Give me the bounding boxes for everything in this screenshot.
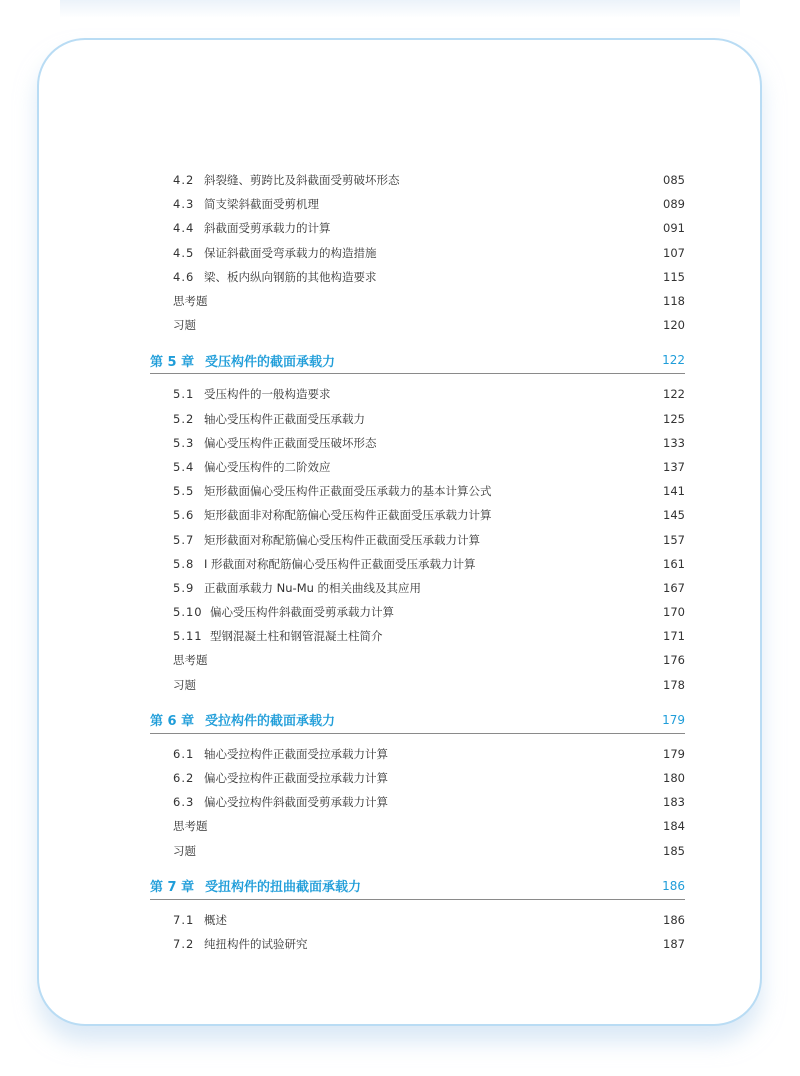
page-number: 161 — [663, 556, 685, 571]
page-number: 137 — [663, 459, 685, 474]
toc-entry[interactable] — [150, 216, 685, 240]
section-number: 4.6 — [173, 269, 195, 284]
page-number: 107 — [663, 245, 685, 260]
page-number: 157 — [663, 532, 685, 547]
section-title: 型钢混凝土柱和钢管混凝土柱简介 — [210, 629, 383, 644]
page-number: 133 — [663, 435, 685, 450]
page-number: 141 — [663, 484, 685, 499]
page-number: 167 — [663, 580, 685, 595]
toc-entry[interactable] — [150, 932, 685, 956]
chapter-number: 第 5 章 — [150, 354, 195, 370]
section-number: 5.11 — [173, 629, 203, 644]
page-number: 085 — [663, 173, 685, 188]
section-number: 5.3 — [173, 435, 195, 450]
section-title: 思考题 — [173, 294, 208, 309]
section-title: 思考题 — [173, 653, 208, 668]
toc-entry-exercises[interactable] — [150, 673, 685, 697]
toc-entry[interactable] — [150, 908, 685, 932]
page-number: 089 — [663, 197, 685, 212]
table-of-contents — [150, 168, 685, 956]
section-title: 矩形截面非对称配筋偏心受压构件正截面受压承载力计算 — [204, 508, 492, 523]
toc-entry-exercises[interactable] — [150, 839, 685, 863]
section-number: 5.4 — [173, 459, 195, 474]
chapter-heading[interactable] — [150, 347, 685, 374]
chapter-number: 第 6 章 — [150, 714, 195, 730]
toc-entry[interactable] — [150, 241, 685, 265]
section-number: 6.1 — [173, 746, 195, 761]
page-number: 091 — [663, 221, 685, 236]
toc-entry-exercises[interactable] — [150, 289, 685, 313]
section-number: 4.4 — [173, 221, 195, 236]
chapter-page-number: 186 — [662, 878, 685, 893]
section-number: 7.1 — [173, 912, 195, 927]
section-title: 概述 — [204, 912, 227, 927]
chapter-title: 受扭构件的扭曲截面承载力 — [205, 880, 362, 896]
section-title: 偏心受压构件正截面受压破坏形态 — [204, 435, 377, 450]
section-title: 轴心受压构件正截面受压承载力 — [204, 411, 365, 426]
toc-entry[interactable] — [150, 790, 685, 814]
toc-entry[interactable] — [150, 527, 685, 551]
toc-entry[interactable] — [150, 431, 685, 455]
toc-entry[interactable] — [150, 192, 685, 216]
chapter-number: 第 7 章 — [150, 880, 195, 896]
toc-entry[interactable] — [150, 503, 685, 527]
section-number: 7.2 — [173, 936, 195, 951]
page-number: 171 — [663, 629, 685, 644]
section-title: 简支梁斜截面受剪机理 — [204, 197, 319, 212]
section-title: 保证斜截面受弯承载力的构造措施 — [204, 245, 377, 260]
toc-entry[interactable] — [150, 624, 685, 648]
section-number: 5.1 — [173, 387, 195, 402]
toc-entry[interactable] — [150, 576, 685, 600]
page-number: 186 — [663, 912, 685, 927]
section-number: 5.5 — [173, 484, 195, 499]
toc-entry[interactable] — [150, 766, 685, 790]
toc-entry[interactable] — [150, 600, 685, 624]
section-number: 4.3 — [173, 197, 195, 212]
page-number: 115 — [663, 269, 685, 284]
section-title: 矩形截面偏心受压构件正截面受压承载力的基本计算公式 — [204, 484, 492, 499]
page-number: 184 — [663, 819, 685, 834]
section-title: I 形截面对称配筋偏心受压构件正截面受压承载力计算 — [204, 556, 476, 571]
page-number: 183 — [663, 795, 685, 810]
section-title: 矩形截面对称配筋偏心受压构件正截面受压承载力计算 — [204, 532, 480, 547]
section-number: 6.2 — [173, 771, 195, 786]
page-number: 170 — [663, 605, 685, 620]
toc-entry-exercises[interactable] — [150, 313, 685, 337]
section-title: 正截面承载力 Nu-Mu 的相关曲线及其应用 — [204, 580, 422, 595]
section-title: 纯扭构件的试验研究 — [204, 936, 308, 951]
section-number: 4.5 — [173, 245, 195, 260]
toc-entry-exercises[interactable] — [150, 814, 685, 838]
toc-entry[interactable] — [150, 479, 685, 503]
section-number: 5.7 — [173, 532, 195, 547]
chapter-heading[interactable] — [150, 707, 685, 734]
page-number: 179 — [663, 746, 685, 761]
section-title: 斜裂缝、剪跨比及斜截面受剪破坏形态 — [204, 173, 400, 188]
toc-entry[interactable] — [150, 407, 685, 431]
section-title: 习题 — [173, 843, 196, 858]
section-title: 思考题 — [173, 819, 208, 834]
section-number: 4.2 — [173, 173, 195, 188]
page-number: 122 — [663, 387, 685, 402]
page-number: 185 — [663, 843, 685, 858]
section-title: 受压构件的一般构造要求 — [204, 387, 331, 402]
section-number: 5.9 — [173, 580, 195, 595]
page-number: 187 — [663, 936, 685, 951]
section-title: 梁、板内纵向钢筋的其他构造要求 — [204, 269, 377, 284]
toc-entry[interactable] — [150, 382, 685, 406]
section-number: 5.8 — [173, 556, 195, 571]
top-shadow — [60, 0, 740, 18]
toc-entry[interactable] — [150, 265, 685, 289]
toc-entry[interactable] — [150, 455, 685, 479]
section-title: 偏心受压构件斜截面受剪承载力计算 — [210, 605, 394, 620]
section-number: 5.10 — [173, 605, 203, 620]
chapter-page-number: 179 — [662, 712, 685, 727]
page-number: 176 — [663, 653, 685, 668]
section-title: 偏心受压构件的二阶效应 — [204, 459, 331, 474]
section-number: 6.3 — [173, 795, 195, 810]
chapter-page-number: 122 — [662, 353, 685, 368]
section-title: 轴心受拉构件正截面受拉承载力计算 — [204, 746, 388, 761]
section-title: 习题 — [173, 677, 196, 692]
section-title: 偏心受拉构件正截面受拉承载力计算 — [204, 771, 388, 786]
section-number: 5.2 — [173, 411, 195, 426]
page-number: 118 — [663, 294, 685, 309]
page-number: 120 — [663, 318, 685, 333]
toc-entry[interactable] — [150, 742, 685, 766]
chapter-title: 受压构件的截面承载力 — [205, 354, 336, 370]
page-number: 125 — [663, 411, 685, 426]
section-title: 习题 — [173, 318, 196, 333]
chapter-heading[interactable] — [150, 873, 685, 900]
section-number: 5.6 — [173, 508, 195, 523]
page-number: 145 — [663, 508, 685, 523]
page-number: 178 — [663, 677, 685, 692]
chapter-title: 受拉构件的截面承载力 — [205, 714, 336, 730]
toc-entry[interactable] — [150, 168, 685, 192]
toc-entry-exercises[interactable] — [150, 648, 685, 672]
section-title: 偏心受拉构件斜截面受剪承载力计算 — [204, 795, 388, 810]
section-title: 斜截面受剪承载力的计算 — [204, 221, 331, 236]
toc-entry[interactable] — [150, 552, 685, 576]
page-number: 180 — [663, 771, 685, 786]
